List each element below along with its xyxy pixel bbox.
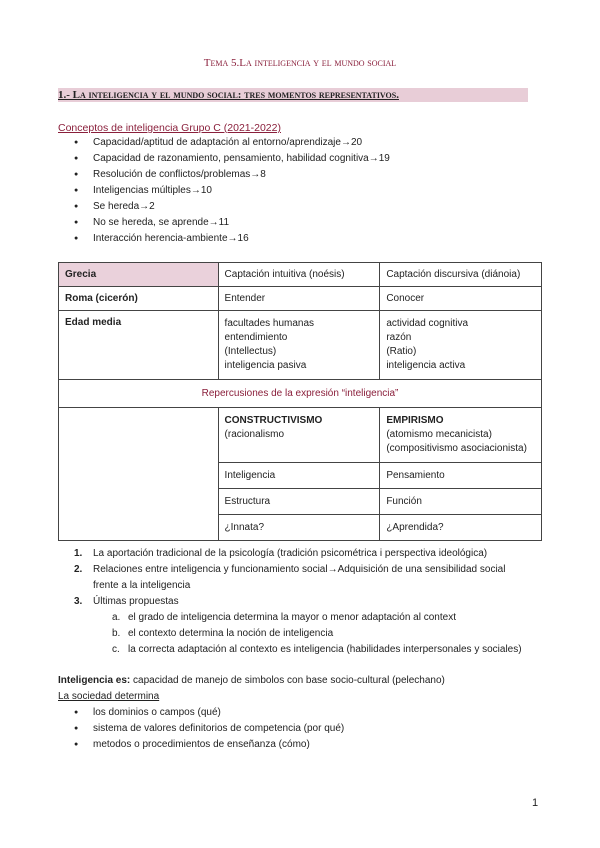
list-item: ● los dominios o campos (qué) [74,705,344,721]
item-letter: b. [112,628,121,639]
table-cell: ¿Innata? [218,515,380,541]
cell-line: razón [386,332,412,343]
sub-list-item [74,642,522,658]
intelligence-definition [58,673,445,689]
cell-line: (Ratio) [386,346,417,357]
table-cell: Función [380,489,542,515]
cell-line: (Intellectus) [224,346,277,357]
definition-text: capacidad de manejo de simbolos con base socio-cultural (pelechano) [130,675,445,686]
list-item: ● No se hereda, se aprende→11 [74,215,390,231]
page-title: Tema 5.La inteligencia y el mundo social [203,57,397,69]
cell-line: actividad cognitiva [386,318,469,329]
table-cell: Entender [218,287,380,311]
cell-heading: CONSTRUCTIVISMO [224,415,323,426]
table-cell [218,408,380,463]
cell-line: (racionalismo [224,429,285,440]
table-row [59,408,542,463]
cell-line: facultades humanas [224,318,315,329]
table-cell-label: Grecia [59,263,219,287]
item-number: 1. [74,548,83,559]
table-cell [380,311,542,380]
table-cell: Estructura [218,489,380,515]
definition-label: Inteligencia es: [58,675,131,686]
table-cell-label: Edad media [59,311,219,380]
society-list [74,705,344,753]
list-item [74,594,522,610]
list-item-continuation [74,578,522,594]
history-table [58,262,542,541]
table-cell: Captación discursiva (diánoia) [380,263,542,287]
list-item: ● Interacción herencia-ambiente→16 [74,231,390,247]
table-row [59,311,542,380]
sub-list-item [74,626,522,642]
table-row [59,263,542,287]
item-number: 3. [74,596,83,607]
table-cell: Pensamiento [380,463,542,489]
list-item: ● Resolución de conflictos/problemas→8 [74,167,390,183]
table-cell-label: Roma (cicerón) [59,287,219,311]
item-letter: c. [112,644,120,655]
society-heading: La sociedad determina [58,691,160,702]
concepts-title: Conceptos de inteligencia Grupo C (2021-2022) [58,122,281,134]
cell-heading: EMPIRISMO [386,415,444,426]
item-text: la correcta adaptación al contexto es inteligencia (habilidades interpersonales y sociales) [128,644,522,655]
section-heading: 1.- La inteligencia y el mundo social: tres momentos representativos. [58,89,399,101]
item-text: Relaciones entre inteligencia y funcionamiento social→Adquisición de una sensibilidad social [93,564,506,575]
cell-line: (compositivismo asociacionista) [386,443,527,454]
item-letter: a. [112,612,121,623]
item-text: el contexto determina la noción de inteligencia [128,628,334,639]
table-cell-empty [59,408,219,541]
sub-list-item [74,610,522,626]
table-cell: Conocer [380,287,542,311]
table-row [59,380,542,408]
repercusiones-heading: Repercusiones de la expresión “inteligencia” [59,380,542,408]
table-cell [218,311,380,380]
table-cell [380,408,542,463]
list-item: ● Capacidad/aptitud de adaptación al entorno/aprendizaje→20 [74,135,390,151]
cell-line: (atomismo mecanicista) [386,429,492,440]
numbered-list [74,546,522,658]
cell-line: inteligencia pasiva [224,360,307,371]
list-item: ● metodos o procedimientos de enseñanza (cómo) [74,737,344,753]
page-number: 1 [532,797,539,809]
item-text: el grado de inteligencia determina la mayor o menor adaptación al context [128,612,456,623]
item-text: frente a la inteligencia [93,580,191,591]
list-item: ● Inteligencias múltiples→10 [74,183,390,199]
item-text: La aportación tradicional de la psicología (tradición psicométrica i perspectiva ideológica) [93,548,488,559]
cell-line: inteligencia activa [386,360,466,371]
concepts-list [74,135,390,247]
table-row [59,287,542,311]
list-item [74,562,522,578]
table-cell: Inteligencia [218,463,380,489]
list-item: ● Capacidad de razonamiento, pensamiento, habilidad cognitiva→19 [74,151,390,167]
item-text: Últimas propuestas [93,596,179,607]
list-item: ● sistema de valores definitorios de competencia (por qué) [74,721,344,737]
cell-line: entendimiento [224,332,288,343]
table-cell: Captación intuitiva (noésis) [218,263,380,287]
list-item: ● Se hereda→2 [74,199,390,215]
table-cell: ¿Aprendida? [380,515,542,541]
item-number: 2. [74,564,83,575]
list-item [74,546,522,562]
